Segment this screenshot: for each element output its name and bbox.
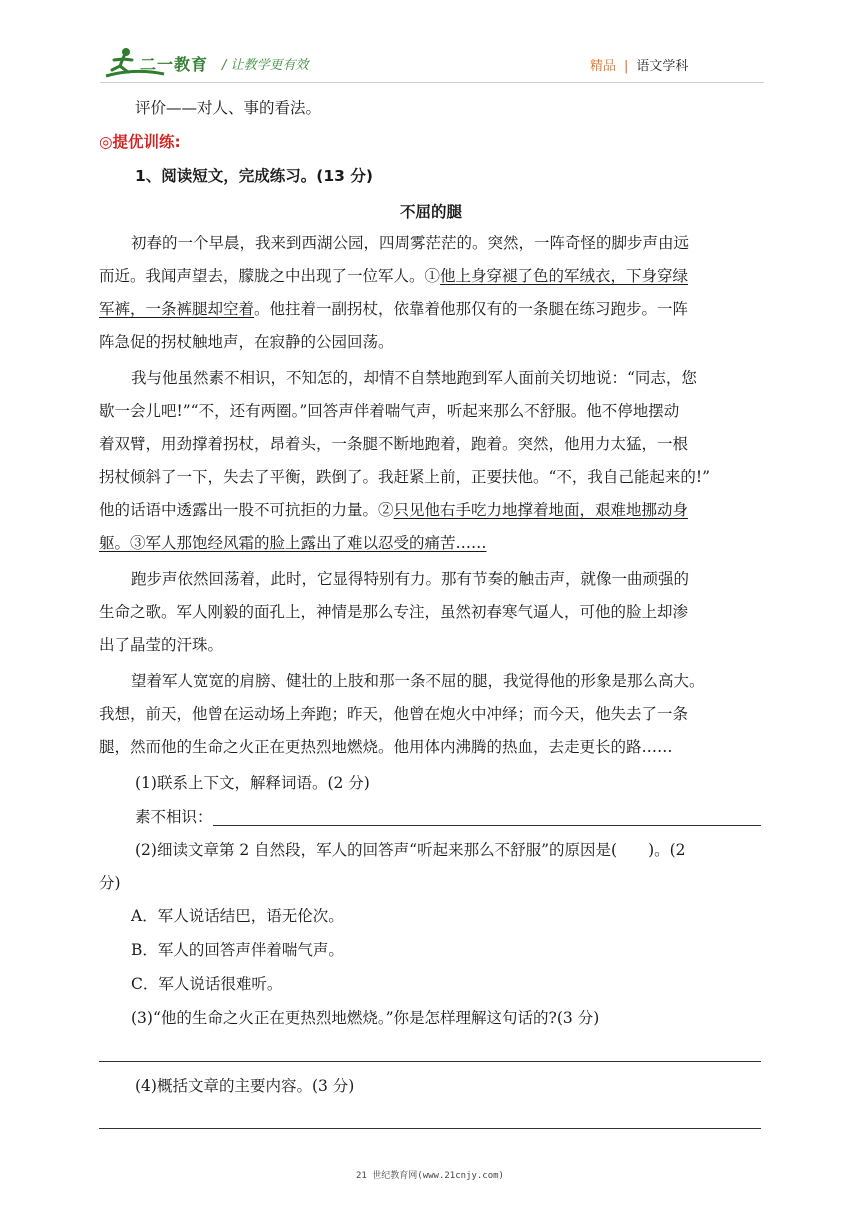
p1-line-2a: 而近。我闻声望去，朦胧之中出现了一位军人。①: [99, 267, 441, 285]
p2-line-4: 拐杖倾斜了一下，失去了平衡，跌倒了。我赶紧上前，正要扶他。“不，我自己能起来的!”: [99, 468, 711, 486]
underlined-sentence-2b: 躯。③军人那饱经风霜的脸上露出了难以忍受的痛苦……: [99, 534, 487, 552]
p2-line-5: [99, 500, 688, 520]
quality-label: 精品: [590, 59, 617, 74]
header-separator: |: [624, 59, 629, 74]
p3-line-1: 跑步声依然回荡着，此时，它显得特别有力。那有节奏的触击声，就像一曲顽强的: [131, 570, 690, 588]
answer-line-4[interactable]: [99, 1128, 761, 1129]
p4-line-2: 我想，前天，他曾在运动场上奔跑；昨天，他曾在炮火中冲绎；而今天，他失去了一条: [99, 705, 689, 723]
question-1-1: (1)联系上下文，解释词语。(2 分): [135, 774, 370, 792]
option-b[interactable]: B．军人的回答声伴着喘气声。: [131, 941, 344, 959]
subject-label: 语文学科: [636, 59, 689, 74]
p4-line-1: 望着军人宽宽的肩膀、健壮的上肢和那一条不屈的腿，我觉得他的形象是那么高大。: [131, 672, 705, 690]
p2-line-5a: 他的话语中透露出一股不可抗拒的力量。②: [99, 501, 394, 519]
page-header: [0, 0, 860, 90]
header-divider: [100, 82, 764, 83]
page-footer: 21 世纪教育网(www.21cnjy.com): [356, 1171, 504, 1181]
p2-line-3: 着双臂，用劲撑着拐杖，昂着头，一条腿不断地跑着，跑着。突然，他用力太猛，一根: [99, 435, 689, 453]
question-1-2-line-1: (2)细读文章第 2 自然段，军人的回答声“听起来那么不舒服”的原因是( )。(2: [135, 841, 686, 859]
p1-line-1: 初春的一个早晨，我来到西湖公园，四周雾茫茫的。突然，一阵奇怪的脚步声由远: [131, 234, 690, 252]
p3-line-2: 生命之歌。军人刚毅的面孔上，神情是那么专注，虽然初春寒气逼人，可他的脸上却渗: [99, 603, 689, 621]
article-title: 不屈的腿: [399, 203, 462, 221]
logo-text: 二一教育: [140, 55, 209, 74]
option-c[interactable]: C．军人说话很难听。: [131, 975, 283, 993]
p3-line-3: 出了晶莹的汗珠。: [99, 636, 224, 654]
slogan: / 让教学更有效: [222, 58, 309, 73]
p1-line-2: [99, 266, 688, 286]
question-1-4: (4)概括文章的主要内容。(3 分): [135, 1077, 355, 1095]
answer-line-3[interactable]: [99, 1061, 761, 1062]
question-1-1-term: 素不相识：: [135, 808, 213, 826]
p2-line-1: 我与他虽然素不相识，不知怎的，却情不自禁地跑到军人面前关切地说：“同志，您: [131, 369, 697, 387]
p1-line-4: 阵急促的拐杖触地声，在寂静的公园回荡。: [99, 333, 394, 351]
answer-line-1[interactable]: [213, 825, 761, 826]
header-right: [590, 55, 688, 74]
section-heading: ◎提优训练:: [99, 133, 181, 151]
question-1-2-line-2: 分): [99, 874, 121, 892]
underlined-sentence-1b: 军裤，一条裤腿却空着: [99, 300, 255, 318]
p1-line-3: [99, 299, 688, 319]
intro-line: 评价——对人、事的看法。: [135, 99, 322, 117]
underlined-sentence-1a: 他上身穿褪了色的军绒衣，下身穿绿: [440, 267, 689, 285]
p2-line-2: 歇一会儿吧!”“不，还有两圈。”回答声伴着喘气声，听起来那么不舒服。他不停地摆动: [99, 402, 680, 420]
option-a[interactable]: A．军人说话结巴，语无伦次。: [131, 907, 344, 925]
p1-line-3b: 。他拄着一副拐杖，依靠着他那仅有的一条腿在练习跑步。一阵: [254, 300, 689, 318]
p4-line-3: 腿，然而他的生命之火正在更热烈地燃烧。他用体内沸腾的热血，去走更长的路……: [99, 738, 673, 756]
question-1-heading: 1、阅读短文，完成练习。(13 分): [135, 167, 373, 185]
question-1-3: (3)“他的生命之火正在更热烈地燃烧。”你是怎样理解这句话的?(3 分): [131, 1009, 600, 1027]
underlined-sentence-2a: 只见他右手吃力地撑着地面，艰难地挪动身: [393, 501, 689, 519]
